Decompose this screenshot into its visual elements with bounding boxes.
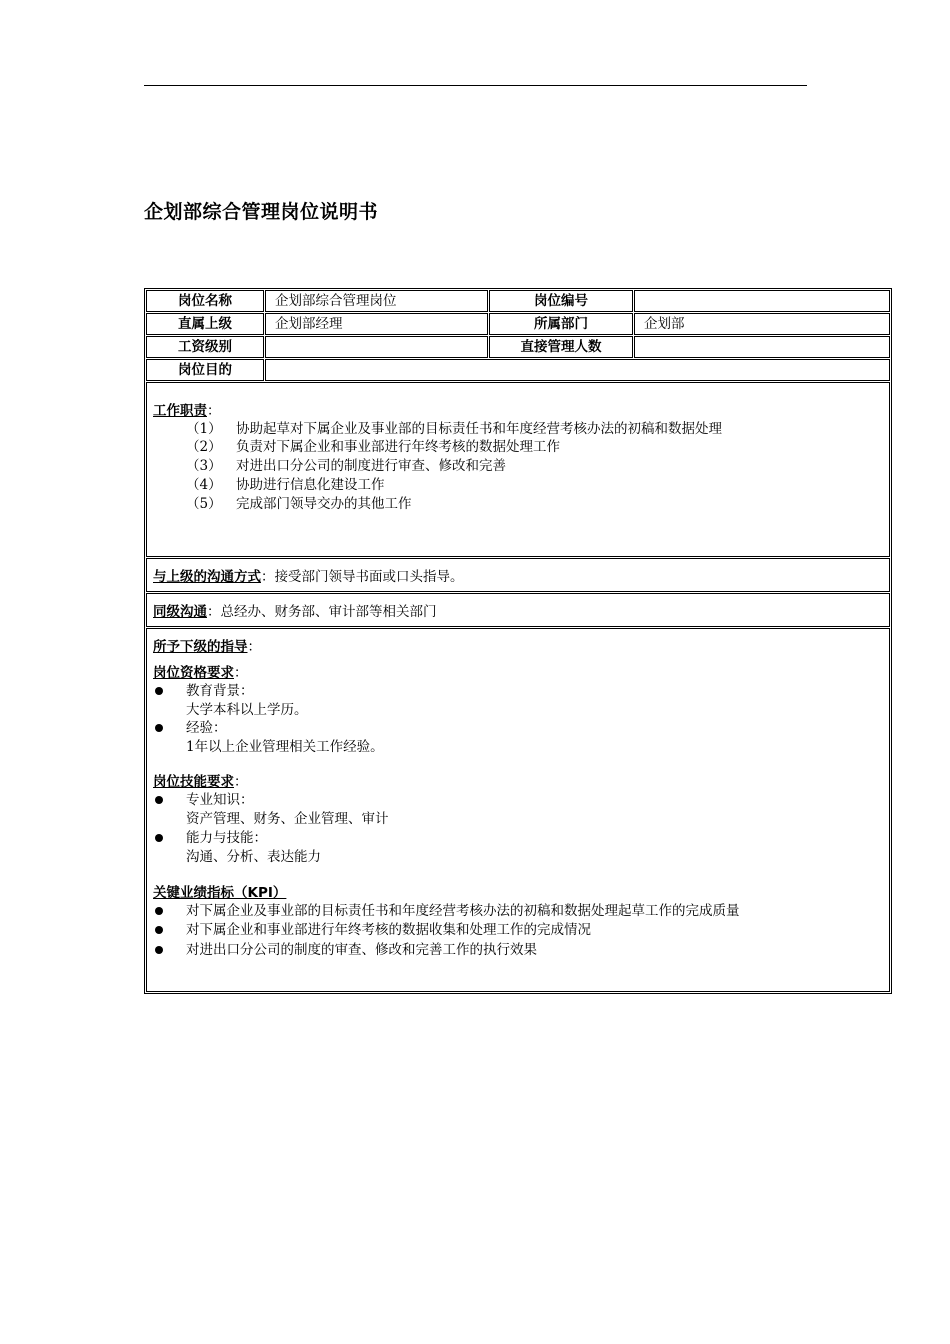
bullet-icon — [155, 907, 163, 915]
direct-reports-value — [634, 336, 890, 358]
kpi-item: 对下属企业及事业部的目标责任书和年度经营考核办法的初稿和数据处理起草工作的完成质量 — [186, 903, 740, 919]
duties-heading: 工作职责： — [153, 403, 221, 419]
qualification-item-label: 教育背景： — [186, 683, 254, 699]
kpi-item: 对进出口分公司的制度的审查、修改和完善工作的执行效果 — [186, 942, 537, 958]
bullet-icon — [155, 796, 163, 804]
skills-heading: 岗位技能要求： — [153, 774, 248, 790]
superior-comm: 与上级的沟通方式：接受部门领导书面或口头指导。 — [153, 569, 464, 585]
kpi-item: 对下属企业和事业部进行年终考核的数据收集和处理工作的完成情况 — [186, 922, 591, 938]
page-title: 企划部综合管理岗位说明书 — [144, 201, 379, 223]
position-no-value — [634, 290, 890, 312]
bullet-icon — [155, 724, 163, 732]
purpose-value — [265, 359, 890, 381]
qualification-heading: 岗位资格要求： — [153, 665, 248, 681]
department-value: 企划部 — [634, 313, 890, 335]
direct-reports-label: 直接管理人数 — [489, 336, 633, 358]
duty-item: （2） 负责对下属企业和事业部进行年终考核的数据处理工作 — [186, 439, 560, 455]
qualification-item-label: 经验： — [186, 720, 227, 736]
skills-item-label: 专业知识： — [186, 792, 254, 808]
qualification-item-detail: 大学本科以上学历。 — [186, 702, 308, 718]
superior-value: 企划部经理 — [265, 313, 488, 335]
salary-level-value — [265, 336, 488, 358]
position-no-label: 岗位编号 — [489, 290, 633, 312]
subordinate-heading: 所予下级的指导： — [153, 639, 261, 655]
position-name-value: 企划部综合管理岗位 — [265, 290, 488, 312]
bullet-icon — [155, 834, 163, 842]
purpose-label: 岗位目的 — [146, 359, 264, 381]
bullet-icon — [155, 946, 163, 954]
salary-level-label: 工资级别 — [146, 336, 264, 358]
position-name-label: 岗位名称 — [146, 290, 264, 312]
peer-comm: 同级沟通：总经办、财务部、审计部等相关部门 — [153, 604, 437, 620]
kpi-heading: 关键业绩指标（KPI） — [153, 885, 287, 901]
duty-item: （4） 协助进行信息化建设工作 — [186, 477, 385, 493]
skills-item-detail: 资产管理、财务、企业管理、审计 — [186, 811, 389, 827]
bullet-icon — [155, 687, 163, 695]
superior-label: 直属上级 — [146, 313, 264, 335]
skills-item-label: 能力与技能： — [186, 830, 267, 846]
duty-item: （1） 协助起草对下属企业及事业部的目标责任书和年度经营考核办法的初稿和数据处理 — [186, 421, 722, 437]
qualification-item-detail: 1年以上企业管理相关工作经验。 — [186, 739, 384, 755]
skills-item-detail: 沟通、分析、表达能力 — [186, 849, 321, 865]
duty-item: （3） 对进出口分公司的制度进行审查、修改和完善 — [186, 458, 506, 474]
department-label: 所属部门 — [489, 313, 633, 335]
duty-item: （5） 完成部门领导交办的其他工作 — [186, 496, 412, 512]
header-rule — [144, 85, 807, 86]
bullet-icon — [155, 926, 163, 934]
